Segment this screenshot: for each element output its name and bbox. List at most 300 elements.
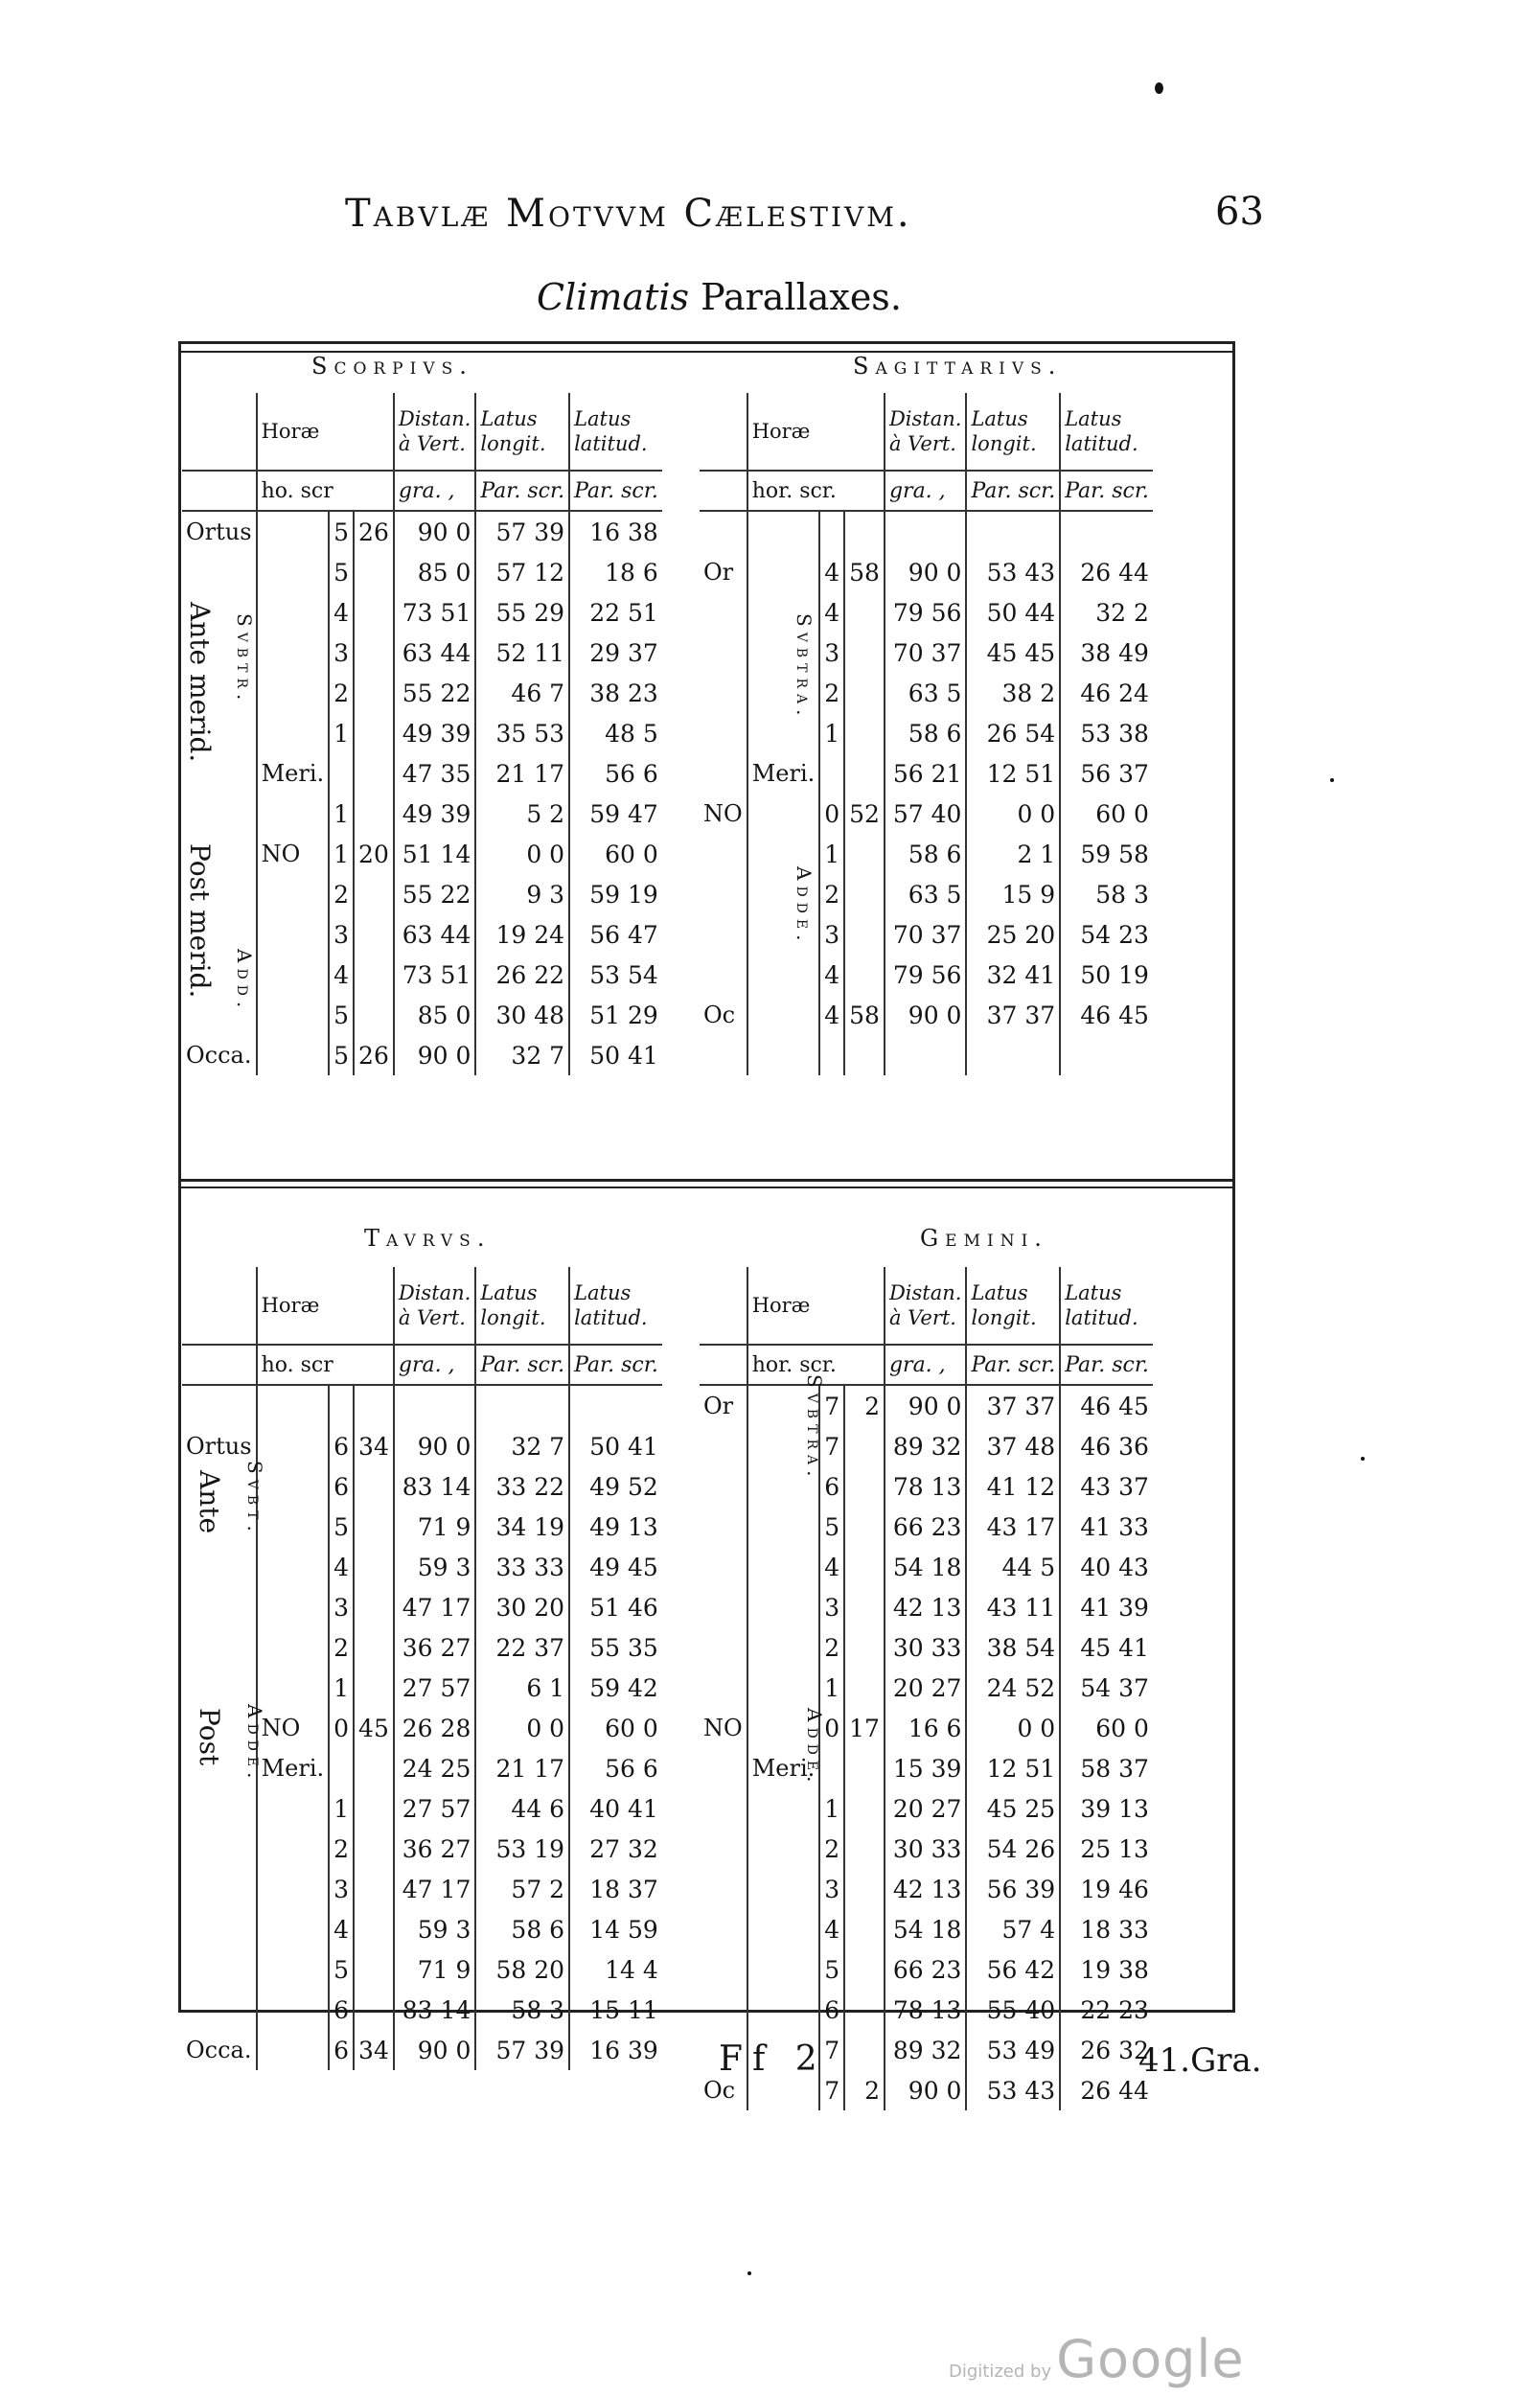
table-cell (354, 1829, 394, 1869)
table-cell: 32 2 (1060, 592, 1153, 633)
table-cell (844, 914, 885, 955)
table-cell: 30 20 (475, 1587, 569, 1627)
table-cell: 32 7 (475, 1035, 569, 1075)
table-cell: 2 (329, 874, 354, 914)
table-row (700, 1990, 1153, 2030)
table-cell: 56 42 (966, 1949, 1060, 1990)
table-cell (354, 713, 394, 753)
table-cell: 34 (354, 2030, 394, 2070)
table-cell (700, 1426, 747, 1466)
table-row (700, 713, 1153, 753)
table-cell: 1 (819, 713, 844, 753)
table-cell: 26 32 (1060, 2030, 1153, 2070)
table-cell: 73 51 (394, 592, 476, 633)
table-cell (569, 393, 662, 471)
table-cell: 60 0 (569, 1708, 662, 1748)
table-cell: 37 37 (966, 1385, 1060, 1426)
table-row (182, 1385, 662, 1426)
table-cell (700, 834, 747, 874)
table-cell: 9 3 (475, 874, 569, 914)
table-cell: 78 13 (885, 1466, 967, 1507)
table-taurus (182, 1267, 662, 2070)
running-title: Tabvlæ Motvvm Cælestivm. (345, 192, 912, 236)
table-cell: Meri. (747, 753, 820, 794)
long-line1: Latus (971, 1281, 1028, 1304)
table-cell: gra. , (394, 1345, 476, 1385)
table-cell (354, 1668, 394, 1708)
table-cell: Ortus (186, 518, 252, 545)
table-cell: 0 0 (966, 1708, 1060, 1748)
table-cell (257, 995, 330, 1035)
table-cell: 47 35 (394, 753, 476, 794)
table-cell: NO (703, 800, 743, 827)
table-cell (966, 1267, 1060, 1345)
table-cell: 55 22 (394, 673, 476, 713)
table-cell: 32 7 (475, 1426, 569, 1466)
table-cell: 3 (329, 1587, 354, 1627)
table-row (182, 834, 662, 874)
label-post-merid: Post merid. (184, 843, 216, 999)
table-cell (394, 393, 476, 471)
table-cell: 30 33 (885, 1627, 967, 1668)
table-cell: 24 52 (966, 1668, 1060, 1708)
dist-line1: Distan. (398, 1281, 471, 1304)
table-cell: 18 6 (569, 552, 662, 592)
table-cell: 57 39 (475, 2030, 569, 2070)
table-cell (747, 1668, 820, 1708)
table-cell: 89 32 (885, 2030, 967, 2070)
table-cell: 43 11 (966, 1587, 1060, 1627)
table-cell: 5 (819, 1507, 844, 1547)
table-cell: 26 44 (1060, 552, 1153, 592)
table-cell: 4 (819, 592, 844, 633)
subtitle-italic: Climatis (537, 276, 689, 318)
table-cell: 3 (819, 1869, 844, 1909)
header-row (182, 1267, 662, 1345)
table-cell: 0 0 (966, 794, 1060, 834)
table-cell: 1 (329, 713, 354, 753)
table-row (700, 1909, 1153, 1949)
table-cell (844, 511, 885, 552)
table-cell: 85 0 (394, 552, 476, 592)
table-row (182, 874, 662, 914)
table-cell: 34 (354, 1426, 394, 1466)
table-cell: Ortus (186, 1433, 252, 1460)
table-cell: 22 37 (475, 1627, 569, 1668)
table-cell (844, 1668, 885, 1708)
table-cell: 2 (844, 1385, 885, 1426)
table-cell (475, 393, 569, 471)
table-cell (844, 713, 885, 753)
table-cell: 49 52 (569, 1466, 662, 1507)
table-cell: Par. scr. (966, 1345, 1060, 1385)
table-cell (354, 1869, 394, 1909)
table-cell (257, 633, 330, 673)
table-cell (354, 633, 394, 673)
table-cell: 16 38 (569, 511, 662, 552)
table-cell (885, 1035, 967, 1075)
table-cell: Par. scr. (569, 1345, 662, 1385)
label-subtr-scorpius: Svbtr. (233, 613, 256, 706)
table-cell: 20 27 (885, 1668, 967, 1708)
table-row (700, 1385, 1153, 1426)
table-cell: 4 (819, 1547, 844, 1587)
table-gemini (700, 1267, 1153, 2110)
label-adde-gemini: Adde. (803, 1708, 826, 1788)
unit-row (182, 1345, 662, 1385)
table-cell: 5 (329, 552, 354, 592)
table-cell (844, 1829, 885, 1869)
table-cell: Horæ (257, 1267, 394, 1345)
table-cell: 57 4 (966, 1909, 1060, 1949)
lat-line2: latitud. (574, 432, 648, 455)
table-cell: 5 (329, 1507, 354, 1547)
table-cell: 40 43 (1060, 1547, 1153, 1587)
table-cell: 20 (354, 834, 394, 874)
header-row (700, 393, 1153, 471)
table-cell (257, 1587, 330, 1627)
panel-title-sagittarius: Sagittarivs. (853, 353, 1063, 380)
lat-line2: latitud. (1065, 1306, 1138, 1329)
table-cell: 54 23 (1060, 914, 1153, 955)
table-cell: 4 (329, 955, 354, 995)
table-cell: 33 33 (475, 1547, 569, 1587)
table-cell (257, 713, 330, 753)
table-cell: 59 42 (569, 1668, 662, 1708)
table-cell: 24 25 (394, 1748, 476, 1788)
table-cell (182, 1909, 257, 1949)
table-cell: 2 (329, 673, 354, 713)
table-row (700, 511, 1153, 552)
table-cell (354, 673, 394, 713)
table-cell: 63 44 (394, 914, 476, 955)
table-cell: 50 44 (966, 592, 1060, 633)
table-cell: 51 46 (569, 1587, 662, 1627)
table-cell: 51 29 (569, 995, 662, 1035)
table-cell: 40 41 (569, 1788, 662, 1829)
table-cell: 33 22 (475, 1466, 569, 1507)
table-cell (257, 1829, 330, 1869)
table-cell: 6 (819, 1466, 844, 1507)
unit-row (700, 1345, 1153, 1385)
table-cell (700, 1748, 747, 1788)
table-cell: 30 48 (475, 995, 569, 1035)
table-cell: 18 37 (569, 1869, 662, 1909)
table-cell: 83 14 (394, 1990, 476, 2030)
table-cell: 0 0 (475, 834, 569, 874)
label-ante-merid: Ante merid. (184, 602, 216, 763)
table-cell: 63 5 (885, 874, 967, 914)
table-row (182, 1909, 662, 1949)
table-cell (354, 1466, 394, 1507)
table-cell (747, 1547, 820, 1587)
table-row (700, 633, 1153, 673)
table-cell: 56 47 (569, 914, 662, 955)
signature-mark: Ff 2 (719, 2039, 827, 2079)
table-cell: 32 41 (966, 955, 1060, 995)
table-cell (475, 1267, 569, 1345)
table-cell: 59 47 (569, 794, 662, 834)
watermark-brand: Google (1056, 2329, 1245, 2389)
panel-title-taurus: Tavrvs. (364, 1225, 492, 1252)
table-cell (844, 2030, 885, 2070)
table-cell (700, 1909, 747, 1949)
table-cell: 21 17 (475, 1748, 569, 1788)
table-cell (747, 955, 820, 995)
long-line2: longit. (971, 432, 1037, 455)
ink-speck (1155, 82, 1163, 94)
table-row (700, 1426, 1153, 1466)
table-cell: 46 45 (1060, 995, 1153, 1035)
table-cell: 55 40 (966, 1990, 1060, 2030)
panel-title-scorpius: Scorpivs. (311, 353, 473, 380)
table-row (700, 1547, 1153, 1587)
table-cell: 14 4 (569, 1949, 662, 1990)
table-cell: 18 33 (1060, 1909, 1153, 1949)
table-cell: 57 2 (475, 1869, 569, 1909)
table-cell: 56 39 (966, 1869, 1060, 1909)
table-cell: 56 6 (569, 753, 662, 794)
table-cell (700, 1990, 747, 2030)
table-cell: 27 57 (394, 1668, 476, 1708)
table-cell (354, 1788, 394, 1829)
table-cell: 60 0 (1060, 794, 1153, 834)
table-cell: 3 (329, 914, 354, 955)
table-cell: 6 (329, 2030, 354, 2070)
table-cell (844, 1466, 885, 1507)
table-cell (747, 1507, 820, 1547)
table-row (700, 1035, 1153, 1075)
table-cell (354, 955, 394, 995)
table-cell: 6 (329, 1990, 354, 2030)
lat-line2: latitud. (574, 1306, 648, 1329)
table-cell: Par. scr. (569, 471, 662, 511)
table-cell: 71 9 (394, 1507, 476, 1547)
table-cell (257, 1869, 330, 1909)
table-cell: 2 (844, 2070, 885, 2110)
table-cell (700, 1507, 747, 1547)
table-cell: Or (703, 1393, 734, 1419)
table-cell: 56 6 (569, 1748, 662, 1788)
table-cell: gra. , (885, 1345, 967, 1385)
dist-line2: à Vert. (398, 1306, 466, 1329)
table-cell: 37 48 (966, 1426, 1060, 1466)
table-cell: Par. scr. (475, 471, 569, 511)
table-row (700, 753, 1153, 794)
table-cell (257, 2030, 330, 2070)
table-cell: 47 17 (394, 1587, 476, 1627)
table-cell: 7 (819, 1426, 844, 1466)
table-row (182, 1587, 662, 1627)
table-cell: 1 (329, 834, 354, 874)
table-cell: 90 0 (394, 1035, 476, 1075)
table-cell (966, 511, 1060, 552)
table-cell (747, 1035, 820, 1075)
table-cell: 66 23 (885, 1507, 967, 1547)
table-cell (257, 1949, 330, 1990)
table-cell: 59 58 (1060, 834, 1153, 874)
table-cell: 27 57 (394, 1788, 476, 1829)
table-cell (747, 1587, 820, 1627)
table-cell: 3 (819, 1587, 844, 1627)
page-subtitle (537, 276, 902, 318)
table-cell: 90 0 (394, 1426, 476, 1466)
table-cell (329, 1748, 354, 1788)
table-cell: 2 (819, 1627, 844, 1668)
table-cell: 6 (329, 1466, 354, 1507)
table-cell (700, 673, 747, 713)
table-cell: 54 26 (966, 1829, 1060, 1869)
table-cell (966, 393, 1060, 471)
table-cell (354, 1547, 394, 1587)
table-row (182, 1990, 662, 2030)
table-cell (747, 1949, 820, 1990)
table-row (700, 1627, 1153, 1668)
table-cell (819, 753, 844, 794)
table-cell: 4 (329, 592, 354, 633)
table-row (700, 914, 1153, 955)
table-cell: 12 51 (966, 753, 1060, 794)
table-cell (257, 592, 330, 633)
table-cell: 58 6 (885, 834, 967, 874)
table-cell: Horæ (747, 393, 885, 471)
table-row (700, 1788, 1153, 1829)
table-cell: ho. scr (257, 1345, 394, 1385)
table-cell: 3 (329, 633, 354, 673)
table-cell (844, 1990, 885, 2030)
table-cell (747, 1990, 820, 2030)
table-cell: Or (703, 559, 734, 586)
table-cell (354, 1748, 394, 1788)
table-cell: 63 5 (885, 673, 967, 713)
table-cell (700, 753, 747, 794)
table-cell: 58 3 (475, 1990, 569, 2030)
table-cell (257, 1909, 330, 1949)
table-cell: 63 44 (394, 633, 476, 673)
table-cell: 46 36 (1060, 1426, 1153, 1466)
table-cell (257, 1668, 330, 1708)
table-row (182, 511, 662, 552)
table-cell (257, 1627, 330, 1668)
table-cell: 42 13 (885, 1587, 967, 1627)
table-cell: 19 46 (1060, 1869, 1153, 1909)
table-cell: 45 45 (966, 633, 1060, 673)
table-cell: NO (703, 1715, 743, 1741)
table-cell: 54 18 (885, 1909, 967, 1949)
table-cell: 90 0 (885, 552, 967, 592)
table-cell: Meri. (257, 1748, 330, 1788)
label-adde-taurus: Adde. (243, 1704, 266, 1785)
table-cell: 38 23 (569, 673, 662, 713)
table-cell (844, 1909, 885, 1949)
table-cell (257, 673, 330, 713)
table-cell: 53 38 (1060, 713, 1153, 753)
table-cell: 22 23 (1060, 1990, 1153, 2030)
table-cell: NO (257, 1708, 330, 1748)
table-cell: 53 54 (569, 955, 662, 995)
table-cell: 2 (329, 1829, 354, 1869)
table-cell: 78 13 (885, 1990, 967, 2030)
table-cell: 17 (844, 1708, 885, 1748)
table-row (182, 1035, 662, 1075)
table-cell: 21 17 (475, 753, 569, 794)
table-cell: 49 39 (394, 713, 476, 753)
table-cell (700, 1627, 747, 1668)
table-row (700, 874, 1153, 914)
table-cell: 16 6 (885, 1708, 967, 1748)
table-cell: 36 27 (394, 1829, 476, 1869)
table-cell (700, 713, 747, 753)
table-cell: 42 13 (885, 1869, 967, 1909)
table-cell (354, 794, 394, 834)
table-cell: 53 19 (475, 1829, 569, 1869)
table-cell: Meri. (257, 753, 330, 794)
table-cell: 53 43 (966, 2070, 1060, 2110)
table-cell: 38 54 (966, 1627, 1060, 1668)
label-post: Post (194, 1708, 225, 1766)
table-cell: 7 (819, 1385, 844, 1426)
table-cell: 46 24 (1060, 673, 1153, 713)
table-cell: 0 (329, 1708, 354, 1748)
ink-speck (1361, 1457, 1365, 1461)
long-line2: longit. (971, 1306, 1037, 1329)
table-cell: 25 20 (966, 914, 1060, 955)
table-cell (182, 1345, 257, 1385)
table-cell (700, 914, 747, 955)
table-cell: 7 (819, 2030, 844, 2070)
table-cell (354, 552, 394, 592)
lat-line1: Latus (574, 407, 632, 430)
table-cell: 59 3 (394, 1547, 476, 1587)
table-cell: gra. , (885, 471, 967, 511)
table-cell (182, 1668, 257, 1708)
table-cell (700, 1035, 747, 1075)
table-cell: 70 37 (885, 633, 967, 673)
table-row (700, 1949, 1153, 1990)
table-row (700, 955, 1153, 995)
table-row (700, 1869, 1153, 1909)
table-cell (700, 1869, 747, 1909)
table-row (182, 1547, 662, 1587)
page-number: 63 (1215, 190, 1264, 234)
table-cell (182, 1990, 257, 2030)
table-cell: 27 32 (569, 1829, 662, 1869)
table-cell: 26 28 (394, 1708, 476, 1748)
table-cell: 44 5 (966, 1547, 1060, 1587)
table-cell: gra. , (394, 471, 476, 511)
table-cell: 45 (354, 1708, 394, 1748)
table-cell (700, 511, 747, 552)
long-line2: longit. (480, 1306, 546, 1329)
table-cell: 55 29 (475, 592, 569, 633)
table-cell (747, 1869, 820, 1909)
table-cell (966, 1035, 1060, 1075)
table-cell: 57 40 (885, 794, 967, 834)
table-cell: 57 12 (475, 552, 569, 592)
table-cell: 5 (329, 1949, 354, 1990)
table-cell: 58 37 (1060, 1748, 1153, 1788)
table-cell (182, 1627, 257, 1668)
table-row (700, 1507, 1153, 1547)
table-cell (747, 1829, 820, 1869)
table-cell (257, 1547, 330, 1587)
table-cell (700, 471, 747, 511)
table-cell: 5 (329, 995, 354, 1035)
table-cell: 73 51 (394, 955, 476, 995)
table-cell: 34 19 (475, 1507, 569, 1547)
table-cell (257, 1385, 330, 1426)
table-cell (182, 1267, 257, 1345)
